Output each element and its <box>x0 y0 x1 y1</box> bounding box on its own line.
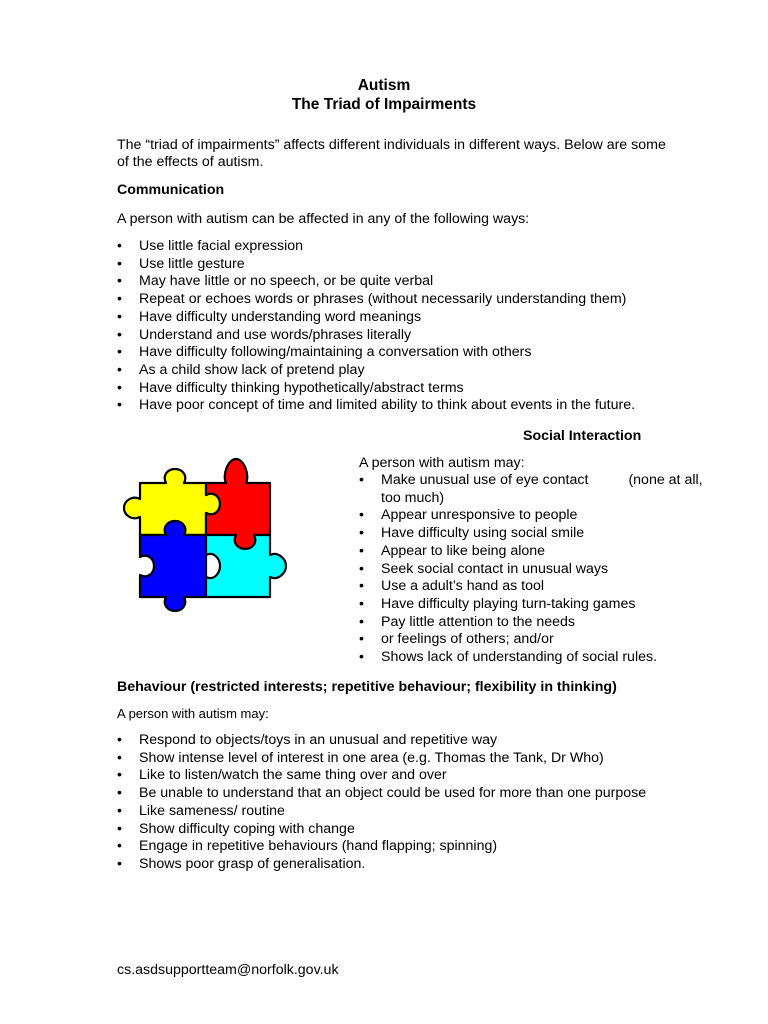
list-item: • Have difficulty using social smile <box>359 525 703 543</box>
list-item: • Appear to like being alone <box>359 543 703 561</box>
social-interaction-heading: Social Interaction <box>523 428 642 444</box>
list-item: • Shows lack of understanding of social rules. <box>359 649 703 667</box>
communication-list <box>117 238 635 415</box>
list-item: • Appear unresponsive to people <box>359 507 703 525</box>
list-item: • Use little gesture <box>117 256 635 274</box>
list-item: • Shows poor grasp of generalisation. <box>117 856 646 874</box>
list-item: • Use a adult’s hand as tool <box>359 578 703 596</box>
list-item: • Engage in repetitive behaviours (hand flapping; spinning) <box>117 838 646 856</box>
communication-heading: Communication <box>117 182 225 198</box>
contact-email-link[interactable]: cs.asdsupportteam@norfolk.gov.uk <box>117 962 339 978</box>
eye-contact-aside: (none at all, <box>628 472 703 488</box>
social-lead: A person with autism may: <box>359 455 525 471</box>
communication-lead: A person with autism can be affected in any of the following ways: <box>117 211 530 227</box>
document-subtitle: The Triad of Impairments <box>291 96 477 113</box>
list-item: • Have difficulty thinking hypothetically/abstract terms <box>117 380 635 398</box>
intro-paragraph: The “triad of impairments” affects different individuals in different ways. Below are some of the effects of autism. <box>117 137 666 170</box>
list-item <box>359 472 703 507</box>
social-list <box>359 472 703 667</box>
list-item: • Use little facial expression <box>117 238 635 256</box>
list-item: • Have difficulty playing turn-taking games <box>359 596 703 614</box>
puzzle-piece-blue <box>140 521 206 611</box>
list-item: • Respond to objects/toys in an unusual and repetitive way <box>117 732 646 750</box>
puzzle-pieces-icon <box>118 455 294 617</box>
behaviour-list <box>117 732 646 874</box>
eye-contact-cont: too much) <box>381 489 445 506</box>
eye-contact-text: Make unusual use of eye contact <box>381 472 589 488</box>
document-title: Autism <box>357 77 411 94</box>
list-item: • Have poor concept of time and limited ability to think about events in the future. <box>117 397 635 415</box>
list-item: • Understand and use words/phrases literally <box>117 327 635 345</box>
list-item: • Like sameness/ routine <box>117 803 646 821</box>
list-item: • or feelings of others; and/or <box>359 631 703 649</box>
list-item: • Show difficulty coping with change <box>117 821 646 839</box>
list-item: • Have difficulty following/maintaining a conversation with others <box>117 344 635 362</box>
list-item: • Seek social contact in unusual ways <box>359 561 703 579</box>
list-item: • Be unable to understand that an object could be used for more than one purpose <box>117 785 646 803</box>
behaviour-lead: A person with autism may: <box>117 706 269 721</box>
list-item: • Like to listen/watch the same thing over and over <box>117 767 646 785</box>
list-item: • As a child show lack of pretend play <box>117 362 635 380</box>
behaviour-heading: Behaviour (restricted interests; repetitive behaviour; flexibility in thinking) <box>117 679 617 695</box>
list-item: • Repeat or echoes words or phrases (without necessarily understanding them) <box>117 291 635 309</box>
list-item: • Show intense level of interest in one area (e.g. Thomas the Tank, Dr Who) <box>117 750 646 768</box>
list-item: • Pay little attention to the needs <box>359 614 703 632</box>
list-item: • May have little or no speech, or be quite verbal <box>117 273 635 291</box>
list-item: • Have difficulty understanding word meanings <box>117 309 635 327</box>
